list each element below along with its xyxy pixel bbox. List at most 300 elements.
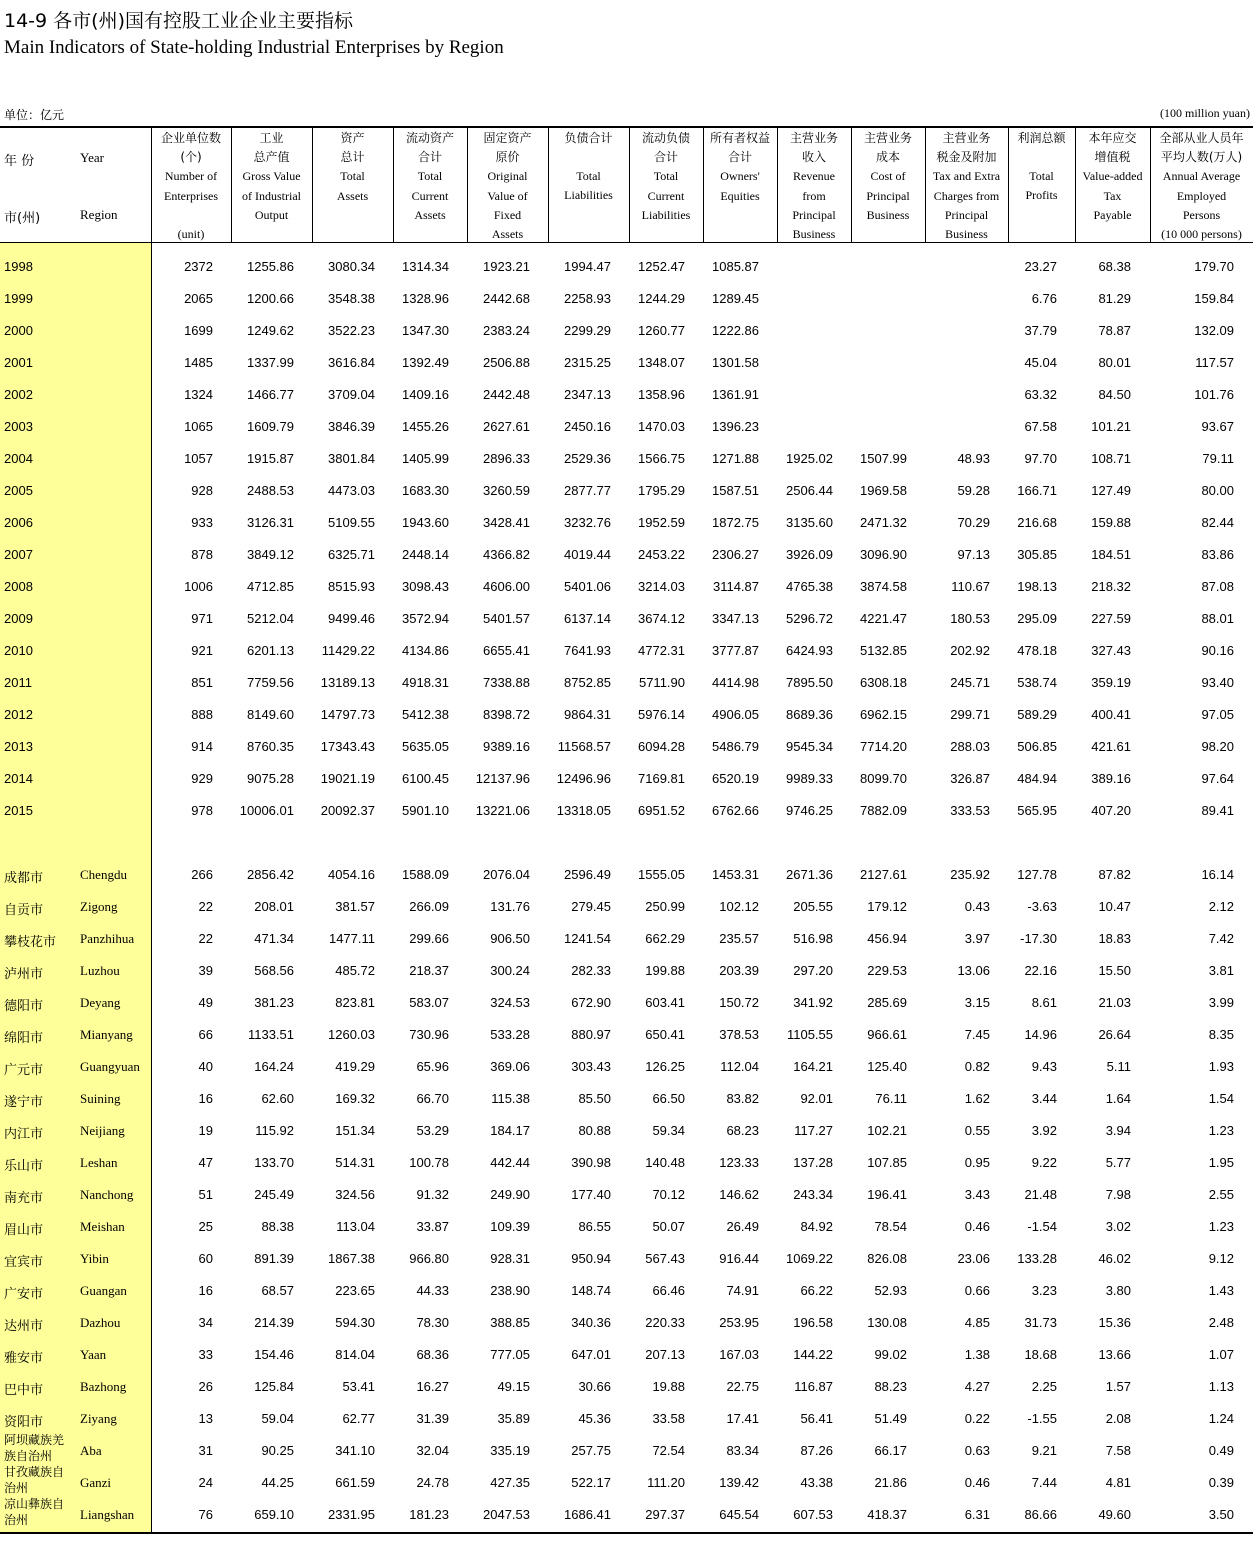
table-cell: 7.44 <box>1031 1475 1057 1490</box>
table-cell: 2450.16 <box>564 419 611 434</box>
table-cell: 87.26 <box>800 1443 833 1458</box>
table-cell: 2315.25 <box>564 355 611 370</box>
table-cell: 1.54 <box>1208 1091 1234 1106</box>
table-cell: 45.36 <box>578 1411 611 1426</box>
table-row <box>0 954 1253 986</box>
table-cell: 13189.13 <box>320 675 375 690</box>
table-cell: 3.02 <box>1105 1219 1131 1234</box>
table-cell: 1.93 <box>1208 1059 1234 1074</box>
table-cell: 538.74 <box>1017 675 1057 690</box>
table-cell: 80.01 <box>1098 355 1131 370</box>
table-cell: 6100.45 <box>402 771 449 786</box>
table-cell: 359.19 <box>1091 675 1131 690</box>
table-cell: 127.49 <box>1091 483 1131 498</box>
table-cell: 92.01 <box>800 1091 833 1106</box>
table-row <box>0 666 1253 698</box>
table-cell: 12137.96 <box>475 771 530 786</box>
column-header-en: Business <box>866 207 910 222</box>
table-cell: 1260.77 <box>638 323 685 338</box>
table-cell: 110.67 <box>951 579 990 594</box>
column-header-3 <box>393 129 467 241</box>
table-cell: 2877.77 <box>564 483 611 498</box>
row-label-year: 2004 <box>4 451 33 466</box>
table-cell: 245.49 <box>254 1187 294 1202</box>
table-cell: 324.56 <box>335 1187 375 1202</box>
table-cell: 9075.28 <box>247 771 294 786</box>
column-header-en <box>312 225 393 244</box>
table-cell: 169.32 <box>335 1091 375 1106</box>
stub-header-region-en: Region <box>80 207 118 222</box>
table-cell: 3347.13 <box>712 611 759 626</box>
row-label-region-cn: 遂宁市 <box>4 1094 44 1109</box>
table-cell: 3616.84 <box>328 355 375 370</box>
row-label-region-cn: 自贡市 <box>4 902 44 917</box>
column-divider <box>1075 128 1076 242</box>
table-cell: 76 <box>198 1507 213 1522</box>
table-cell: 184.17 <box>490 1123 530 1138</box>
table-cell: 1069.22 <box>786 1251 833 1266</box>
table-cell: 108.71 <box>1091 451 1131 466</box>
table-cell: 928 <box>191 483 213 498</box>
table-cell: 245.71 <box>950 675 990 690</box>
table-cell: 235.92 <box>950 867 990 882</box>
row-label-year: 2002 <box>4 387 33 402</box>
table-cell: 777.05 <box>490 1347 530 1362</box>
table-cell: 218.37 <box>409 963 449 978</box>
table-cell: 33 <box>198 1347 213 1362</box>
table-cell: 5132.85 <box>860 643 907 658</box>
table-cell: 132.09 <box>1194 323 1234 338</box>
table-cell: 5.11 <box>1106 1059 1131 1074</box>
table-cell: -17.30 <box>1020 931 1057 946</box>
table-row <box>0 1498 1253 1530</box>
table-cell: 207.13 <box>645 1347 685 1362</box>
column-header-cn-2 <box>1008 148 1075 167</box>
row-label-region-cn: 乐山市 <box>4 1158 44 1173</box>
table-cell: 35.89 <box>497 1411 530 1426</box>
table-cell: 151.34 <box>335 1123 375 1138</box>
row-label-region-cn: 眉山市 <box>4 1222 44 1237</box>
table-cell: 13 <box>198 1411 213 1426</box>
table-cell: 202.92 <box>950 643 990 658</box>
table-cell: 5412.38 <box>402 707 449 722</box>
table-cell: 14.96 <box>1024 1027 1057 1042</box>
table-cell: 107.85 <box>867 1155 907 1170</box>
table-cell: 8099.70 <box>860 771 907 786</box>
table-cell: 288.03 <box>950 739 990 754</box>
column-header-en: Gross Value <box>242 169 301 184</box>
table-cell: 86.55 <box>578 1219 611 1234</box>
table-cell: 159.84 <box>1194 291 1234 306</box>
table-row <box>0 1274 1253 1306</box>
table-cell: 297.20 <box>793 963 833 978</box>
table-cell: 9989.33 <box>786 771 833 786</box>
table-cell: 1453.31 <box>712 867 759 882</box>
column-header-en: Employed <box>1176 188 1227 203</box>
table-cell: 203.39 <box>719 963 759 978</box>
column-header-en <box>312 206 393 225</box>
column-header-en: Tax <box>1103 188 1122 203</box>
table-cell: 730.96 <box>409 1027 449 1042</box>
table-cell: 10006.01 <box>239 803 294 818</box>
table-cell: 21.86 <box>874 1475 907 1490</box>
table-cell: 471.34 <box>254 931 294 946</box>
table-cell: 565.95 <box>1017 803 1057 818</box>
table-cell: 456.94 <box>867 931 907 946</box>
column-header-cn: 流动资产 <box>405 131 454 145</box>
table-cell: 6520.19 <box>712 771 759 786</box>
table-cell: 31.73 <box>1024 1315 1057 1330</box>
table-row <box>0 1082 1253 1114</box>
table-cell: 1200.66 <box>247 291 294 306</box>
table-cell: 154.46 <box>254 1347 294 1362</box>
table-cell: 253.95 <box>719 1315 759 1330</box>
table-row <box>0 1466 1253 1498</box>
table-cell: 933 <box>191 515 213 530</box>
row-label-region-en: Ganzi <box>80 1475 112 1490</box>
table-cell: 3.43 <box>964 1187 990 1202</box>
table-cell: 31 <box>198 1443 213 1458</box>
table-cell: 3846.39 <box>328 419 375 434</box>
column-header-en: Cost of <box>870 169 906 184</box>
table-cell: 84.92 <box>800 1219 833 1234</box>
table-cell: 3.99 <box>1208 995 1234 1010</box>
table-cell: 4221.47 <box>860 611 907 626</box>
table-cell: 522.17 <box>571 1475 611 1490</box>
column-header-4 <box>467 129 548 241</box>
table-cell: 49.60 <box>1098 1507 1131 1522</box>
table-cell: 115.38 <box>491 1091 530 1106</box>
table-cell: 326.87 <box>950 771 990 786</box>
table-cell: 1477.11 <box>328 931 375 946</box>
table-cell: 3.92 <box>1031 1123 1057 1138</box>
table-cell: 1.62 <box>964 1091 990 1106</box>
table-cell: 9545.34 <box>786 739 833 754</box>
table-cell: 341.92 <box>793 995 833 1010</box>
table-cell: 1252.47 <box>638 259 685 274</box>
table-cell: 140.48 <box>645 1155 685 1170</box>
table-cell: 1057 <box>184 451 213 466</box>
column-divider <box>629 128 630 242</box>
row-label-region-en: Yibin <box>80 1251 109 1266</box>
column-header-en <box>393 225 467 244</box>
table-cell: 62.60 <box>261 1091 294 1106</box>
table-cell: 130.08 <box>867 1315 907 1330</box>
table-cell: 23.06 <box>957 1251 990 1266</box>
table-cell: 7759.56 <box>247 675 294 690</box>
table-cell: 878 <box>191 547 213 562</box>
table-cell: 62.77 <box>342 1411 375 1426</box>
table-cell: 5109.55 <box>328 515 375 530</box>
table-cell: 1969.58 <box>860 483 907 498</box>
table-cell: 1.23 <box>1208 1219 1234 1234</box>
table-cell: 150.72 <box>719 995 759 1010</box>
table-cell: 181.23 <box>409 1507 449 1522</box>
table-cell: 3874.58 <box>860 579 907 594</box>
table-cell: 303.43 <box>571 1059 611 1074</box>
table-cell: 3.23 <box>1031 1283 1057 1298</box>
table-cell: 2471.32 <box>860 515 907 530</box>
table-cell: 3.44 <box>1031 1091 1057 1106</box>
table-cell: 24.78 <box>416 1475 449 1490</box>
table-cell: 46.02 <box>1098 1251 1131 1266</box>
column-header-cn-2: 总产值 <box>253 150 290 165</box>
table-cell: 3096.90 <box>860 547 907 562</box>
table-cell: 1324 <box>184 387 213 402</box>
row-label-region-en: Nanchong <box>80 1187 134 1202</box>
table-cell: 1867.38 <box>328 1251 375 1266</box>
table-row <box>0 506 1253 538</box>
table-cell: 1358.96 <box>638 387 685 402</box>
column-header-en <box>231 225 312 244</box>
table-cell: 257.75 <box>571 1443 611 1458</box>
table-cell: 22 <box>198 931 213 946</box>
table-cell: 1.13 <box>1208 1379 1234 1394</box>
table-row <box>0 1242 1253 1274</box>
table-cell: 70.12 <box>652 1187 685 1202</box>
column-header-12 <box>1075 129 1150 241</box>
table-cell: 113.04 <box>336 1219 375 1234</box>
table-cell: 66.22 <box>800 1283 833 1298</box>
column-header-en: Persons <box>1182 207 1221 222</box>
column-header-en <box>629 225 703 244</box>
table-cell: 6.76 <box>1031 291 1057 306</box>
table-cell: 238.90 <box>490 1283 530 1298</box>
table-cell: 81.29 <box>1098 291 1131 306</box>
table-cell: 111.20 <box>647 1475 685 1490</box>
row-label-region-en: Panzhihua <box>80 931 135 946</box>
table-cell: 52.93 <box>874 1283 907 1298</box>
table-cell: 198.13 <box>1017 579 1057 594</box>
table-cell: 826.08 <box>867 1251 907 1266</box>
column-header-en: Principal <box>866 188 910 203</box>
row-label-region-cn: 攀枝花市 <box>4 934 57 949</box>
table-cell: 3.80 <box>1105 1283 1131 1298</box>
table-cell: 59.28 <box>957 483 990 498</box>
table-cell: 53.41 <box>342 1379 375 1394</box>
column-header-en <box>1008 206 1075 225</box>
table-cell: 43.38 <box>800 1475 833 1490</box>
column-header-en: Profits <box>1025 188 1058 203</box>
table-cell: 7338.88 <box>483 675 530 690</box>
column-header-en: Revenue <box>793 169 835 184</box>
table-cell: 59.04 <box>261 1411 294 1426</box>
column-header-en: from <box>802 188 826 203</box>
column-header-en: Owners' <box>720 169 760 184</box>
column-header-en: Current <box>411 188 449 203</box>
table-cell: 2372 <box>184 259 213 274</box>
row-label-year: 2007 <box>4 547 33 562</box>
table-cell: 19.88 <box>652 1379 685 1394</box>
table-row <box>0 1210 1253 1242</box>
table-cell: 70.29 <box>957 515 990 530</box>
row-label-region-cn: 甘孜藏族自治州 <box>4 1465 65 1495</box>
table-cell: 115.92 <box>255 1123 294 1138</box>
row-label-region-en: Mianyang <box>80 1027 133 1042</box>
column-divider <box>925 128 926 242</box>
table-cell: 116.87 <box>794 1379 833 1394</box>
table-cell: 1244.29 <box>638 291 685 306</box>
table-row <box>0 730 1253 762</box>
column-header-cn: 工业 <box>259 131 284 145</box>
table-cell: 421.61 <box>1091 739 1131 754</box>
table-cell: 0.46 <box>964 1475 990 1490</box>
table-cell: 6308.18 <box>860 675 907 690</box>
table-row <box>0 1018 1253 1050</box>
column-header-en: Fixed <box>493 207 522 222</box>
table-cell: 76.11 <box>875 1091 907 1106</box>
row-label-region-cn: 资阳市 <box>4 1414 44 1429</box>
table-cell: 2596.49 <box>564 867 611 882</box>
table-cell: 1943.60 <box>402 515 449 530</box>
table-cell: 2.48 <box>1208 1315 1234 1330</box>
table-cell: 7714.20 <box>860 739 907 754</box>
table-cell: 5296.72 <box>786 611 833 626</box>
column-header-cn: 所有者权益 <box>709 131 770 145</box>
table-cell: 814.04 <box>335 1347 375 1362</box>
column-header-cn: 主营业务 <box>863 131 912 145</box>
column-divider <box>312 128 313 242</box>
table-cell: 407.20 <box>1091 803 1131 818</box>
row-label-region-cn: 泸州市 <box>4 966 44 981</box>
column-header-en: Assets <box>491 227 524 242</box>
table-cell: 208.01 <box>254 899 294 914</box>
table-cell: 18.83 <box>1098 931 1131 946</box>
table-cell: 2488.53 <box>247 483 294 498</box>
table-cell: 45.04 <box>1024 355 1057 370</box>
table-cell: 2896.33 <box>483 451 530 466</box>
unit-label-cn: 单位：亿元 <box>4 108 65 122</box>
table-cell: 6325.71 <box>328 547 375 562</box>
table-cell: 5212.04 <box>247 611 294 626</box>
row-label-region-en: Guangan <box>80 1283 127 1298</box>
table-cell: 3114.87 <box>712 579 759 594</box>
table-cell: 9.43 <box>1031 1059 1057 1074</box>
table-cell: 1347.30 <box>402 323 449 338</box>
table-cell: 2331.95 <box>328 1507 375 1522</box>
table-row <box>0 1050 1253 1082</box>
table-cell: 26 <box>198 1379 213 1394</box>
table-cell: 137.28 <box>793 1155 833 1170</box>
table-cell: 216.68 <box>1017 515 1057 530</box>
table-cell: 13.06 <box>957 963 990 978</box>
table-cell: 2.55 <box>1208 1187 1234 1202</box>
column-header-cn: 资产 <box>340 131 365 145</box>
table-cell: 1994.47 <box>564 259 611 274</box>
table-cell: 914 <box>191 739 213 754</box>
table-cell: 179.70 <box>1194 259 1234 274</box>
table-cell: 22.16 <box>1024 963 1057 978</box>
table-cell: 5486.79 <box>712 739 759 754</box>
table-cell: 1409.16 <box>402 387 449 402</box>
table-cell: 8752.85 <box>564 675 611 690</box>
table-row <box>0 762 1253 794</box>
table-cell: 929 <box>191 771 213 786</box>
table-cell: 4712.85 <box>247 579 294 594</box>
row-label-year: 1998 <box>4 259 33 274</box>
table-row <box>0 538 1253 570</box>
column-header-en: Equities <box>720 188 760 203</box>
row-label-region-en: Luzhou <box>80 963 120 978</box>
table-cell: 1872.75 <box>712 515 759 530</box>
table-row <box>0 698 1253 730</box>
table-cell: 144.22 <box>793 1347 833 1362</box>
stub-header-year-cn: 年 份 <box>4 154 35 169</box>
row-label-year: 2009 <box>4 611 33 626</box>
table-cell: 1795.29 <box>638 483 685 498</box>
table-cell: 78.30 <box>416 1315 449 1330</box>
table-cell: 59.34 <box>652 1123 685 1138</box>
column-header-en: Number of <box>164 169 218 184</box>
table-cell: 484.94 <box>1017 771 1057 786</box>
table-cell: 6962.15 <box>860 707 907 722</box>
table-cell: 101.76 <box>1194 387 1234 402</box>
table-cell: 2442.48 <box>483 387 530 402</box>
table-cell: 1255.86 <box>247 259 294 274</box>
column-header-7 <box>703 129 777 241</box>
table-cell: 950.94 <box>571 1251 611 1266</box>
table-cell: 8515.93 <box>328 579 375 594</box>
table-cell: 66.50 <box>652 1091 685 1106</box>
table-cell: 148.74 <box>571 1283 611 1298</box>
table-cell: 4.85 <box>964 1315 990 1330</box>
column-header-10 <box>925 129 1008 241</box>
table-cell: 381.57 <box>335 899 375 914</box>
row-label-region-cn: 内江市 <box>4 1126 44 1141</box>
column-header-en <box>151 206 231 225</box>
column-divider <box>851 128 852 242</box>
column-header-en <box>548 225 629 244</box>
table-cell: 662.29 <box>645 931 685 946</box>
table-cell: 229.53 <box>867 963 907 978</box>
table-cell: 299.66 <box>409 931 449 946</box>
column-divider <box>1008 128 1009 242</box>
column-header-en: Total <box>340 169 365 184</box>
table-cell: 388.85 <box>490 1315 530 1330</box>
column-header-0 <box>151 129 231 241</box>
row-label-region-en: Chengdu <box>80 867 127 882</box>
column-header-cn-2: 合计 <box>653 150 678 165</box>
row-label-region-cn: 达州市 <box>4 1318 44 1333</box>
table-cell: 603.41 <box>645 995 685 1010</box>
table-row <box>0 602 1253 634</box>
column-header-2 <box>312 129 393 241</box>
table-cell: -3.63 <box>1027 899 1057 914</box>
column-header-en: Total <box>653 169 679 184</box>
table-cell: 1405.99 <box>402 451 449 466</box>
table-cell: 2065 <box>184 291 213 306</box>
table-cell: 390.98 <box>571 1155 611 1170</box>
table-cell: 0.55 <box>964 1123 990 1138</box>
column-header-en: Principal <box>792 207 836 222</box>
row-label-region-cn: 雅安市 <box>4 1350 44 1365</box>
table-cell: 299.71 <box>950 707 990 722</box>
column-header-cn-2: 增值税 <box>1094 150 1131 165</box>
table-cell: 7.45 <box>964 1027 990 1042</box>
column-header-cn-2: 总计 <box>340 150 365 165</box>
table-cell: 235.57 <box>719 931 759 946</box>
column-header-en: Enterprises <box>164 188 218 203</box>
row-label-region-en: Deyang <box>80 995 121 1010</box>
table-cell: 4019.44 <box>564 547 611 562</box>
table-cell: 74.91 <box>726 1283 759 1298</box>
column-header-en: (10 000 persons) <box>1161 227 1242 242</box>
table-cell: 1249.62 <box>247 323 294 338</box>
row-label-region-cn: 德阳市 <box>4 998 44 1013</box>
table-cell: 300.24 <box>490 963 530 978</box>
table-cell: 607.53 <box>793 1507 833 1522</box>
table-cell: 1289.45 <box>712 291 759 306</box>
